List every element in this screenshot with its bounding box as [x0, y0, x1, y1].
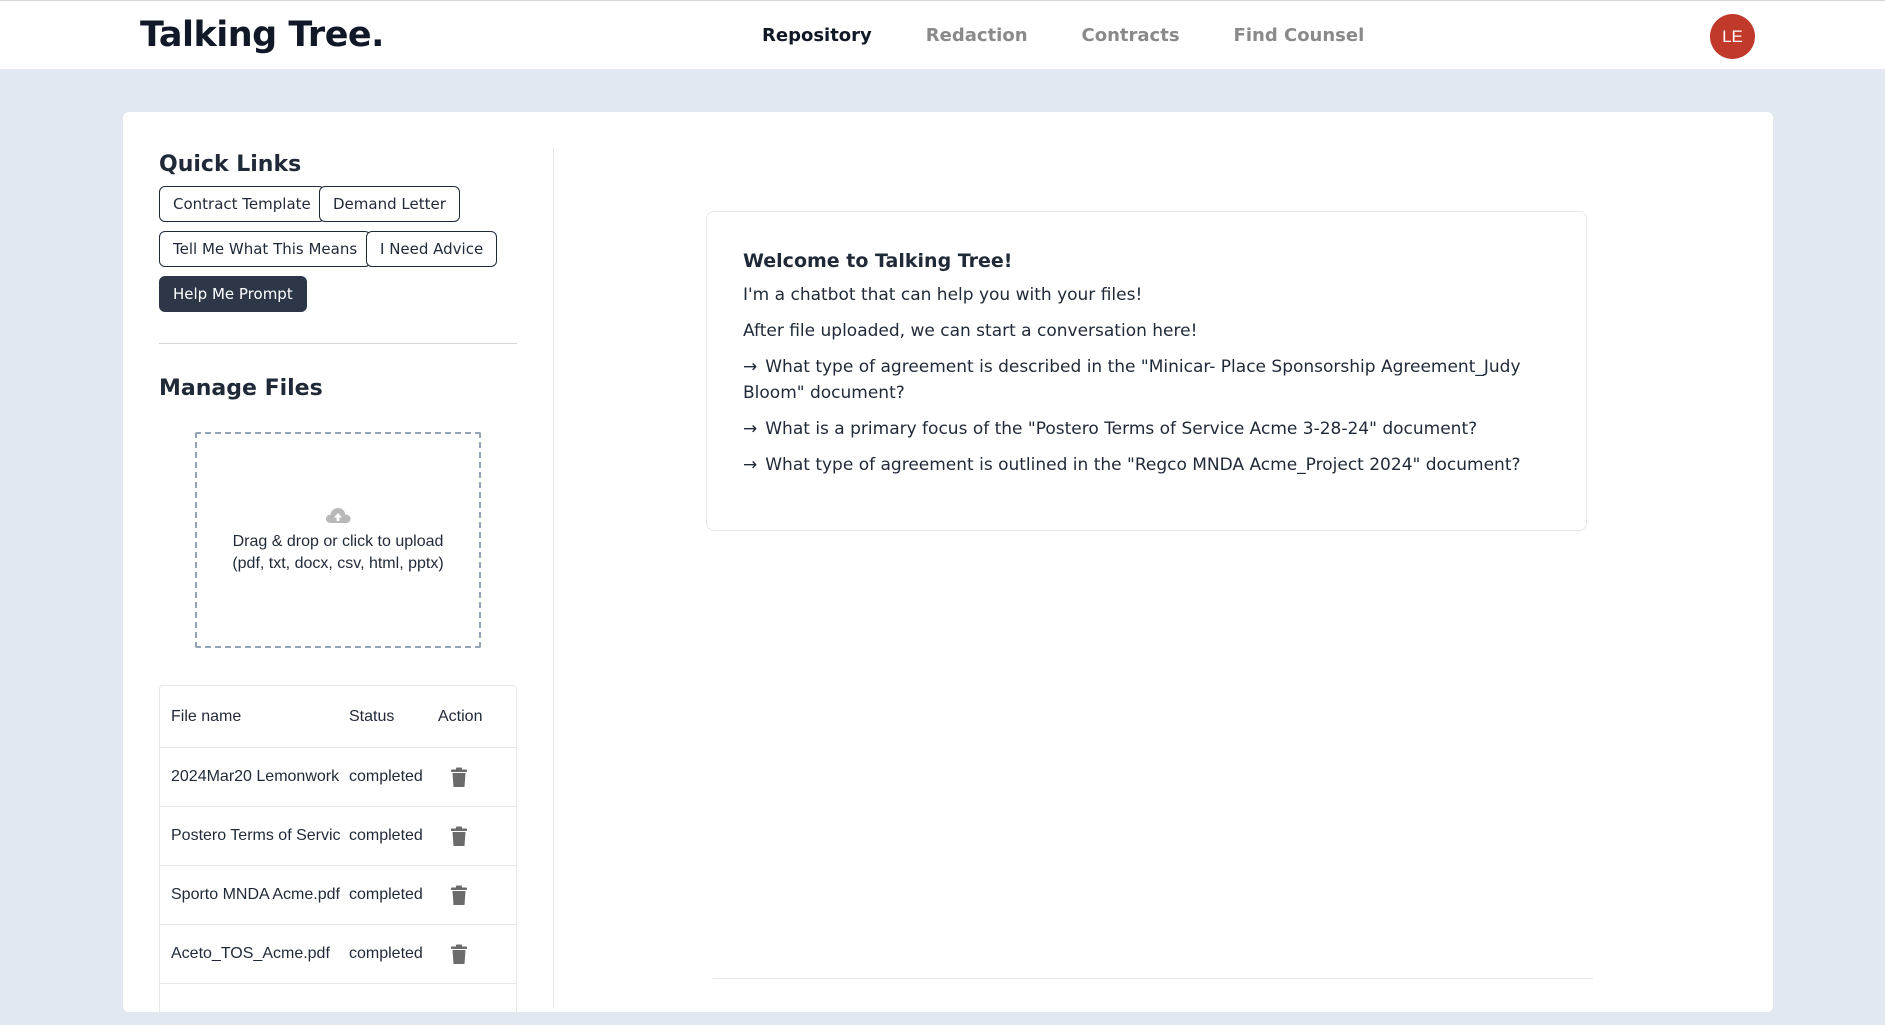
demand-letter-button[interactable]: Demand Letter	[319, 186, 460, 222]
dropzone-instruction: Drag & drop or click to upload	[232, 533, 444, 550]
file-status: completed	[349, 945, 423, 962]
file-status: completed	[349, 768, 423, 785]
top-header	[0, 0, 1885, 70]
table-header-row	[160, 686, 516, 748]
header-status: Status	[349, 707, 395, 725]
sidebar-vertical-divider	[553, 148, 554, 1008]
quick-links-title: Quick Links	[159, 152, 302, 177]
manage-files-title: Manage Files	[159, 376, 323, 401]
file-name: Postero Terms of Servic	[171, 827, 341, 844]
nav-find-counsel[interactable]: Find Counsel	[1233, 25, 1365, 46]
nav-repository[interactable]: Repository	[762, 25, 872, 46]
suggested-question[interactable]	[743, 452, 1550, 478]
suggested-question[interactable]	[743, 354, 1550, 406]
file-status: completed	[349, 886, 423, 903]
welcome-panel	[706, 211, 1587, 531]
suggested-question-text: What is a primary focus of the "Postero Terms of Service Acme 3-28-24" document?	[765, 419, 1478, 439]
brand-logo[interactable]: Talking Tree.	[140, 15, 384, 55]
user-avatar[interactable]: LE	[1710, 14, 1755, 59]
trash-icon[interactable]	[450, 826, 468, 847]
suggested-question-text: What type of agreement is outlined in the "Regco MNDA Acme_Project 2024" document?	[765, 455, 1521, 475]
header-action: Action	[438, 707, 483, 725]
contract-template-button[interactable]: Contract Template	[159, 186, 325, 222]
trash-icon[interactable]	[450, 944, 468, 965]
tell-me-what-this-means-button[interactable]: Tell Me What This Means	[159, 231, 371, 267]
table-row	[160, 748, 516, 807]
cloud-upload-icon	[324, 505, 352, 529]
trash-icon[interactable]	[450, 767, 468, 788]
nav-contracts[interactable]: Contracts	[1081, 25, 1180, 46]
welcome-line-1: I'm a chatbot that can help you with your files!	[743, 285, 1143, 305]
main-nav	[762, 25, 1418, 46]
suggested-question[interactable]	[743, 416, 1550, 442]
trash-icon[interactable]	[450, 885, 468, 906]
file-dropzone[interactable]	[195, 432, 481, 648]
arrow-right-icon: →	[743, 419, 758, 439]
arrow-right-icon: →	[743, 357, 758, 377]
file-status: completed	[349, 827, 423, 844]
welcome-line-2: After file uploaded, we can start a conversation here!	[743, 321, 1198, 341]
table-row	[160, 807, 516, 866]
suggested-question-text: What type of agreement is described in the "Minicar- Place Sponsorship Agreement_Judy Bloom" document?	[743, 357, 1521, 403]
nav-redaction[interactable]: Redaction	[925, 25, 1028, 46]
sidebar	[123, 112, 553, 1012]
sidebar-divider	[159, 343, 517, 344]
file-name: 2024Mar20 Lemonwork	[171, 768, 340, 785]
welcome-title: Welcome to Talking Tree!	[743, 250, 1013, 272]
main-card	[123, 112, 1773, 1012]
file-name: Aceto_TOS_Acme.pdf	[171, 945, 330, 962]
files-table	[159, 685, 517, 1025]
arrow-right-icon: →	[743, 455, 758, 475]
header-file-name: File name	[171, 707, 242, 725]
i-need-advice-button[interactable]: I Need Advice	[366, 231, 497, 267]
chat-input-border	[713, 978, 1593, 979]
table-row	[160, 925, 516, 984]
help-me-prompt-button[interactable]: Help Me Prompt	[159, 276, 307, 312]
table-row	[160, 866, 516, 925]
file-name: Sporto MNDA Acme.pdf	[171, 886, 340, 903]
dropzone-file-types: (pdf, txt, docx, csv, html, pptx)	[232, 555, 444, 572]
